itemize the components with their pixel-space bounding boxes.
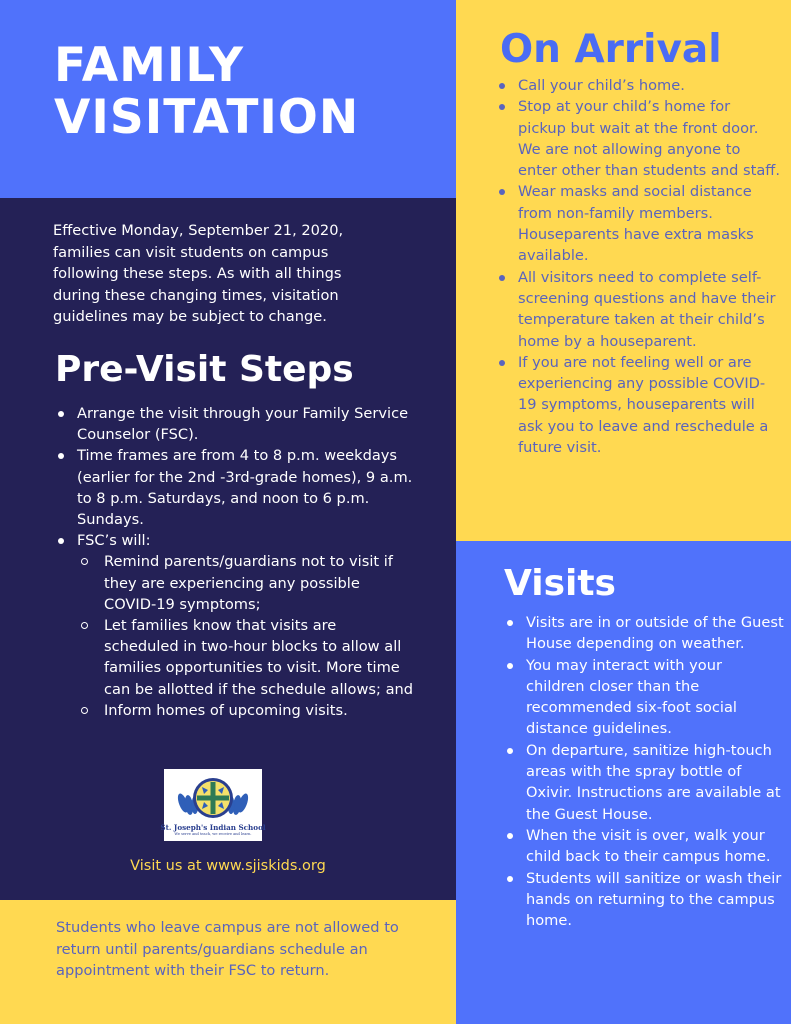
intro-panel <box>0 198 456 900</box>
visits-panel <box>456 541 791 1024</box>
pre-visit-list <box>55 403 415 721</box>
sub-list-item: Let families know that visits are scheduled in two-hour blocks to allow all families opportunities to visit. More time can be allotted if the schedule allows; and <box>77 615 415 700</box>
list-item: All visitors need to complete self-screening questions and have their temperature taken at their child’s home by a houseparent. <box>496 267 781 352</box>
list-item: Call your child’s home. <box>496 75 781 96</box>
list-item: If you are not feeling well or are experiencing any possible COVID-19 symptoms, houseparents will ask you to leave and reschedule a future visit. <box>496 352 781 458</box>
pre-visit-heading: Pre-Visit Steps <box>55 349 354 390</box>
list-item: Stop at your child’s home for pickup but wait at the front door. We are not allowing anyone to enter other than students and staff. <box>496 96 781 181</box>
on-arrival-list <box>496 75 781 458</box>
list-item <box>55 530 415 721</box>
on-arrival-panel <box>456 0 791 541</box>
list-item: Time frames are from 4 to 8 p.m. weekdays (earlier for the 2nd -3rd-grade homes), 9 a.m. to 8 p.m. Saturdays, and noon to 6 p.m. Sundays. <box>55 445 415 530</box>
on-arrival-heading: On Arrival <box>500 27 722 72</box>
school-emblem-icon <box>171 775 255 821</box>
list-item: Arrange the visit through your Family Service Counselor (FSC). <box>55 403 415 445</box>
footer-panel <box>0 900 456 1024</box>
title-panel <box>0 0 456 198</box>
website-link[interactable]: Visit us at www.sjiskids.org <box>130 858 326 874</box>
list-item: Visits are in or outside of the Guest House depending on weather. <box>504 612 784 655</box>
list-item: On departure, sanitize high-touch areas with the spray bottle of Oxivir. Instructions are available at the Guest House. <box>504 740 784 825</box>
title-line-2: VISITATION <box>54 90 360 145</box>
visits-list <box>504 612 784 931</box>
logo-school-name: St. Joseph's Indian School <box>160 823 266 832</box>
sub-list-item: Remind parents/guardians not to visit if they are experiencing any possible COVID-19 symptoms; <box>77 551 415 615</box>
page-title <box>54 40 359 144</box>
logo-motto: We serve and teach, we receive and learn. <box>174 832 252 836</box>
title-line-1: FAMILY <box>54 38 245 93</box>
list-item-label: FSC’s will: <box>77 532 151 550</box>
list-item: You may interact with your children closer than the recommended six-foot social distance guidelines. <box>504 655 784 740</box>
list-item: When the visit is over, walk your child back to their campus home. <box>504 825 784 868</box>
list-item: Wear masks and social distance from non-family members. Houseparents have extra masks available. <box>496 181 781 266</box>
list-item: Students will sanitize or wash their hands on returning to the campus home. <box>504 868 784 932</box>
intro-paragraph: Effective Monday, September 21, 2020, families can visit students on campus following these steps. As with all things during these changing times, visitation guidelines may be subject to change. <box>53 222 344 325</box>
visits-heading: Visits <box>504 563 616 604</box>
school-logo <box>160 769 266 841</box>
sub-list-item: Inform homes of upcoming visits. <box>77 700 415 721</box>
fsc-sub-list <box>77 551 415 721</box>
footer-note: Students who leave campus are not allowed to return until parents/guardians schedule an appointment with their FSC to return. <box>56 919 399 979</box>
